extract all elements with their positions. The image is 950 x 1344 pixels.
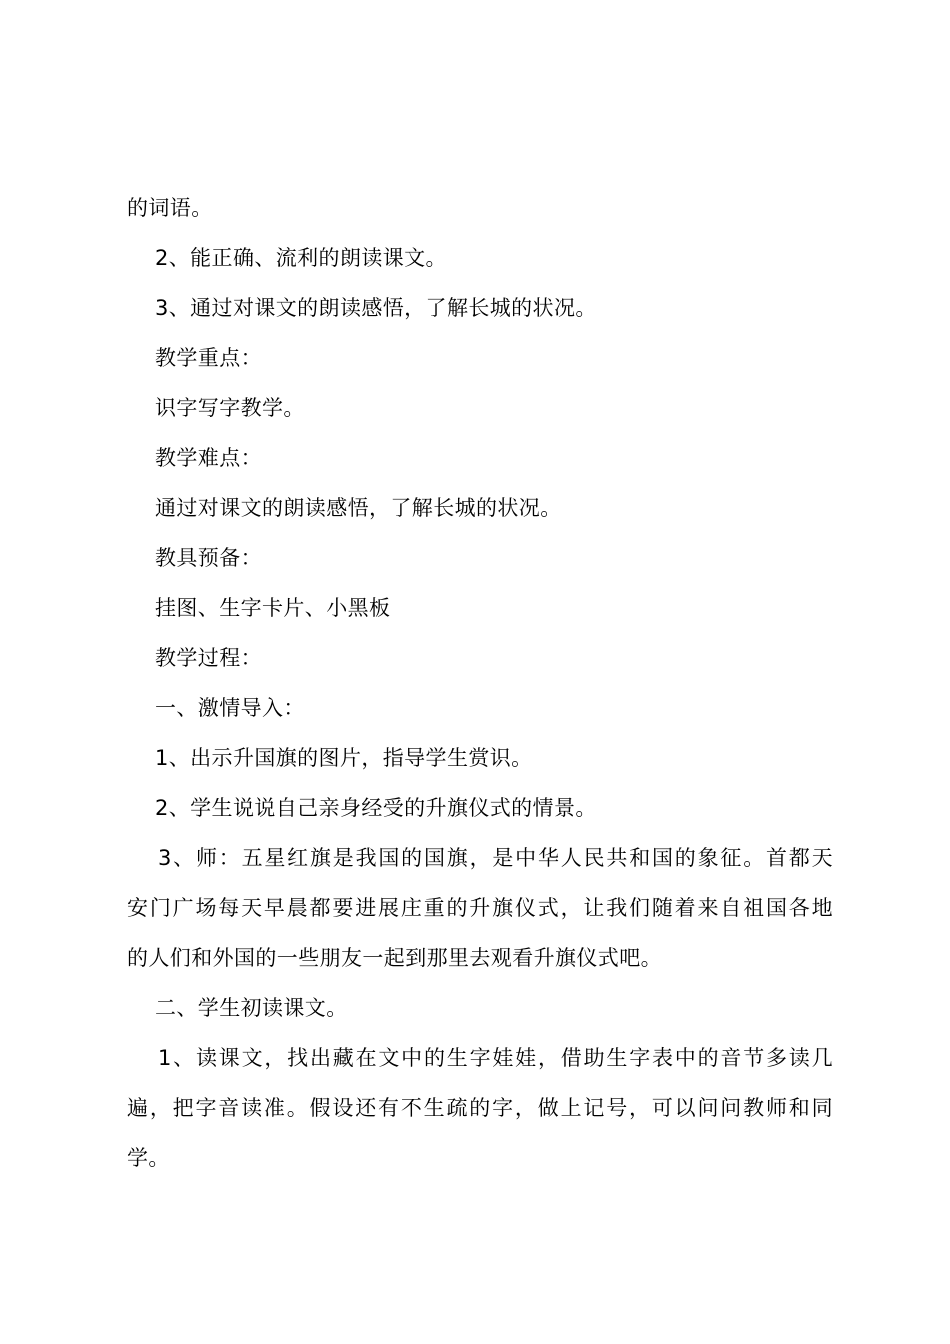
section-1-step-3-line-2: 安门广场每天早晨都要进展庄重的升旗仪式，让我们随着来自祖国各地 <box>127 896 833 920</box>
objective-2: 2、能正确、流利的朗读课文。 <box>155 246 447 270</box>
section-1-step-3-line-3: 的人们和外国的一些朋友一起到那里去观看升旗仪式吧。 <box>127 946 662 970</box>
heading-teaching-process: 教学过程： <box>155 646 262 670</box>
section-2-step-1-line-3: 学。 <box>127 1146 170 1170</box>
teaching-focus-text: 识字写字教学。 <box>155 396 305 420</box>
teaching-difficulty-text: 通过对课文的朗读感悟，了解长城的状况。 <box>155 496 562 520</box>
heading-teaching-aids: 教具预备： <box>155 546 262 570</box>
section-2-step-1-line-1: 1、读课文，找出藏在文中的生字娃娃，借助生字表中的音节多读几 <box>158 1046 833 1070</box>
section-1-step-3-line-1: 3、师：五星红旗是我国的国旗，是中华人民共和国的象征。首都天 <box>158 846 833 870</box>
section-2-heading: 二、学生初读课文。 <box>155 996 348 1020</box>
section-1-step-1: 1、出示升国旗的图片，指导学生赏识。 <box>155 746 533 770</box>
heading-teaching-focus: 教学重点： <box>155 346 262 370</box>
teaching-aids-text: 挂图、生字卡片、小黑板 <box>155 596 391 620</box>
document-body <box>127 183 833 1183</box>
heading-teaching-difficulty: 教学难点： <box>155 446 262 470</box>
section-2-step-1-line-2: 遍，把字音读准。假设还有不生疏的字，做上记号，可以问问教师和同 <box>127 1096 833 1120</box>
section-1-step-2: 2、学生说说自己亲身经受的升旗仪式的情景。 <box>155 796 597 820</box>
text-line-continuation: 的词语。 <box>127 196 213 220</box>
objective-3: 3、通过对课文的朗读感悟，了解长城的状况。 <box>155 296 597 320</box>
section-1-heading: 一、激情导入： <box>155 696 305 720</box>
